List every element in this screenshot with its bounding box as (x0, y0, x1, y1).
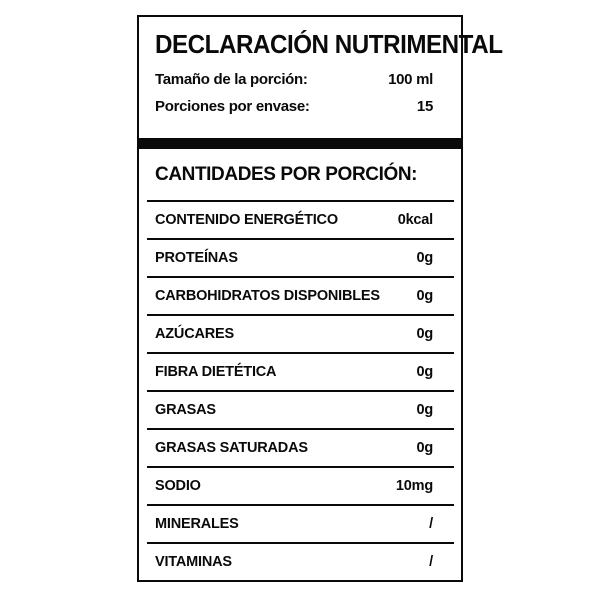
nutrient-row (147, 466, 454, 504)
nutrient-label: AZÚCARES (155, 326, 234, 342)
nutrient-value: / (429, 554, 433, 570)
nutrient-value: 10mg (395, 478, 433, 494)
nutrient-row (147, 238, 454, 276)
nutrient-label: PROTEÍNAS (155, 250, 238, 266)
nutrient-label: CARBOHIDRATOS DISPONIBLES (155, 288, 380, 304)
thick-divider-bar (139, 138, 461, 149)
nutrient-label: CONTENIDO ENERGÉTICO (155, 212, 338, 228)
nutrient-row (147, 428, 454, 466)
nutrient-label: VITAMINAS (155, 554, 232, 570)
nutrient-row (147, 504, 454, 542)
label-title: DECLARACIÓN NUTRIMENTAL (155, 29, 503, 59)
serving-info-value: 15 (416, 98, 433, 115)
nutrient-label: SODIO (155, 478, 201, 494)
nutrient-label: GRASAS SATURADAS (155, 440, 308, 456)
serving-info-row (139, 93, 461, 120)
nutrient-row (147, 314, 454, 352)
nutrient-label: FIBRA DIETÉTICA (155, 364, 277, 380)
nutrient-label: GRASAS (155, 402, 216, 418)
nutrient-row (147, 352, 454, 390)
nutrient-value: 0g (416, 402, 433, 418)
section-heading: CANTIDADES POR PORCIÓN: (155, 163, 418, 185)
label-header (139, 17, 503, 138)
serving-info-label: Porciones por envase: (155, 98, 310, 115)
nutrient-table (139, 200, 461, 580)
nutrient-value: / (429, 516, 433, 532)
serving-info-list (139, 66, 461, 120)
nutrient-value: 0g (416, 364, 433, 380)
nutrient-row (147, 542, 454, 580)
nutrient-row (147, 390, 454, 428)
nutrient-row (147, 276, 454, 314)
serving-info-label: Tamaño de la porción: (155, 71, 308, 88)
nutrient-row (147, 200, 454, 238)
nutrient-value: 0kcal (397, 212, 433, 228)
serving-info-row (139, 66, 461, 93)
nutrient-value: 0g (416, 288, 433, 304)
nutrition-label (137, 15, 503, 582)
nutrient-value: 0g (416, 326, 433, 342)
nutrient-value: 0g (416, 250, 433, 266)
nutrient-label: MINERALES (155, 516, 239, 532)
serving-info-value: 100 ml (388, 71, 433, 88)
nutrient-value: 0g (416, 440, 433, 456)
